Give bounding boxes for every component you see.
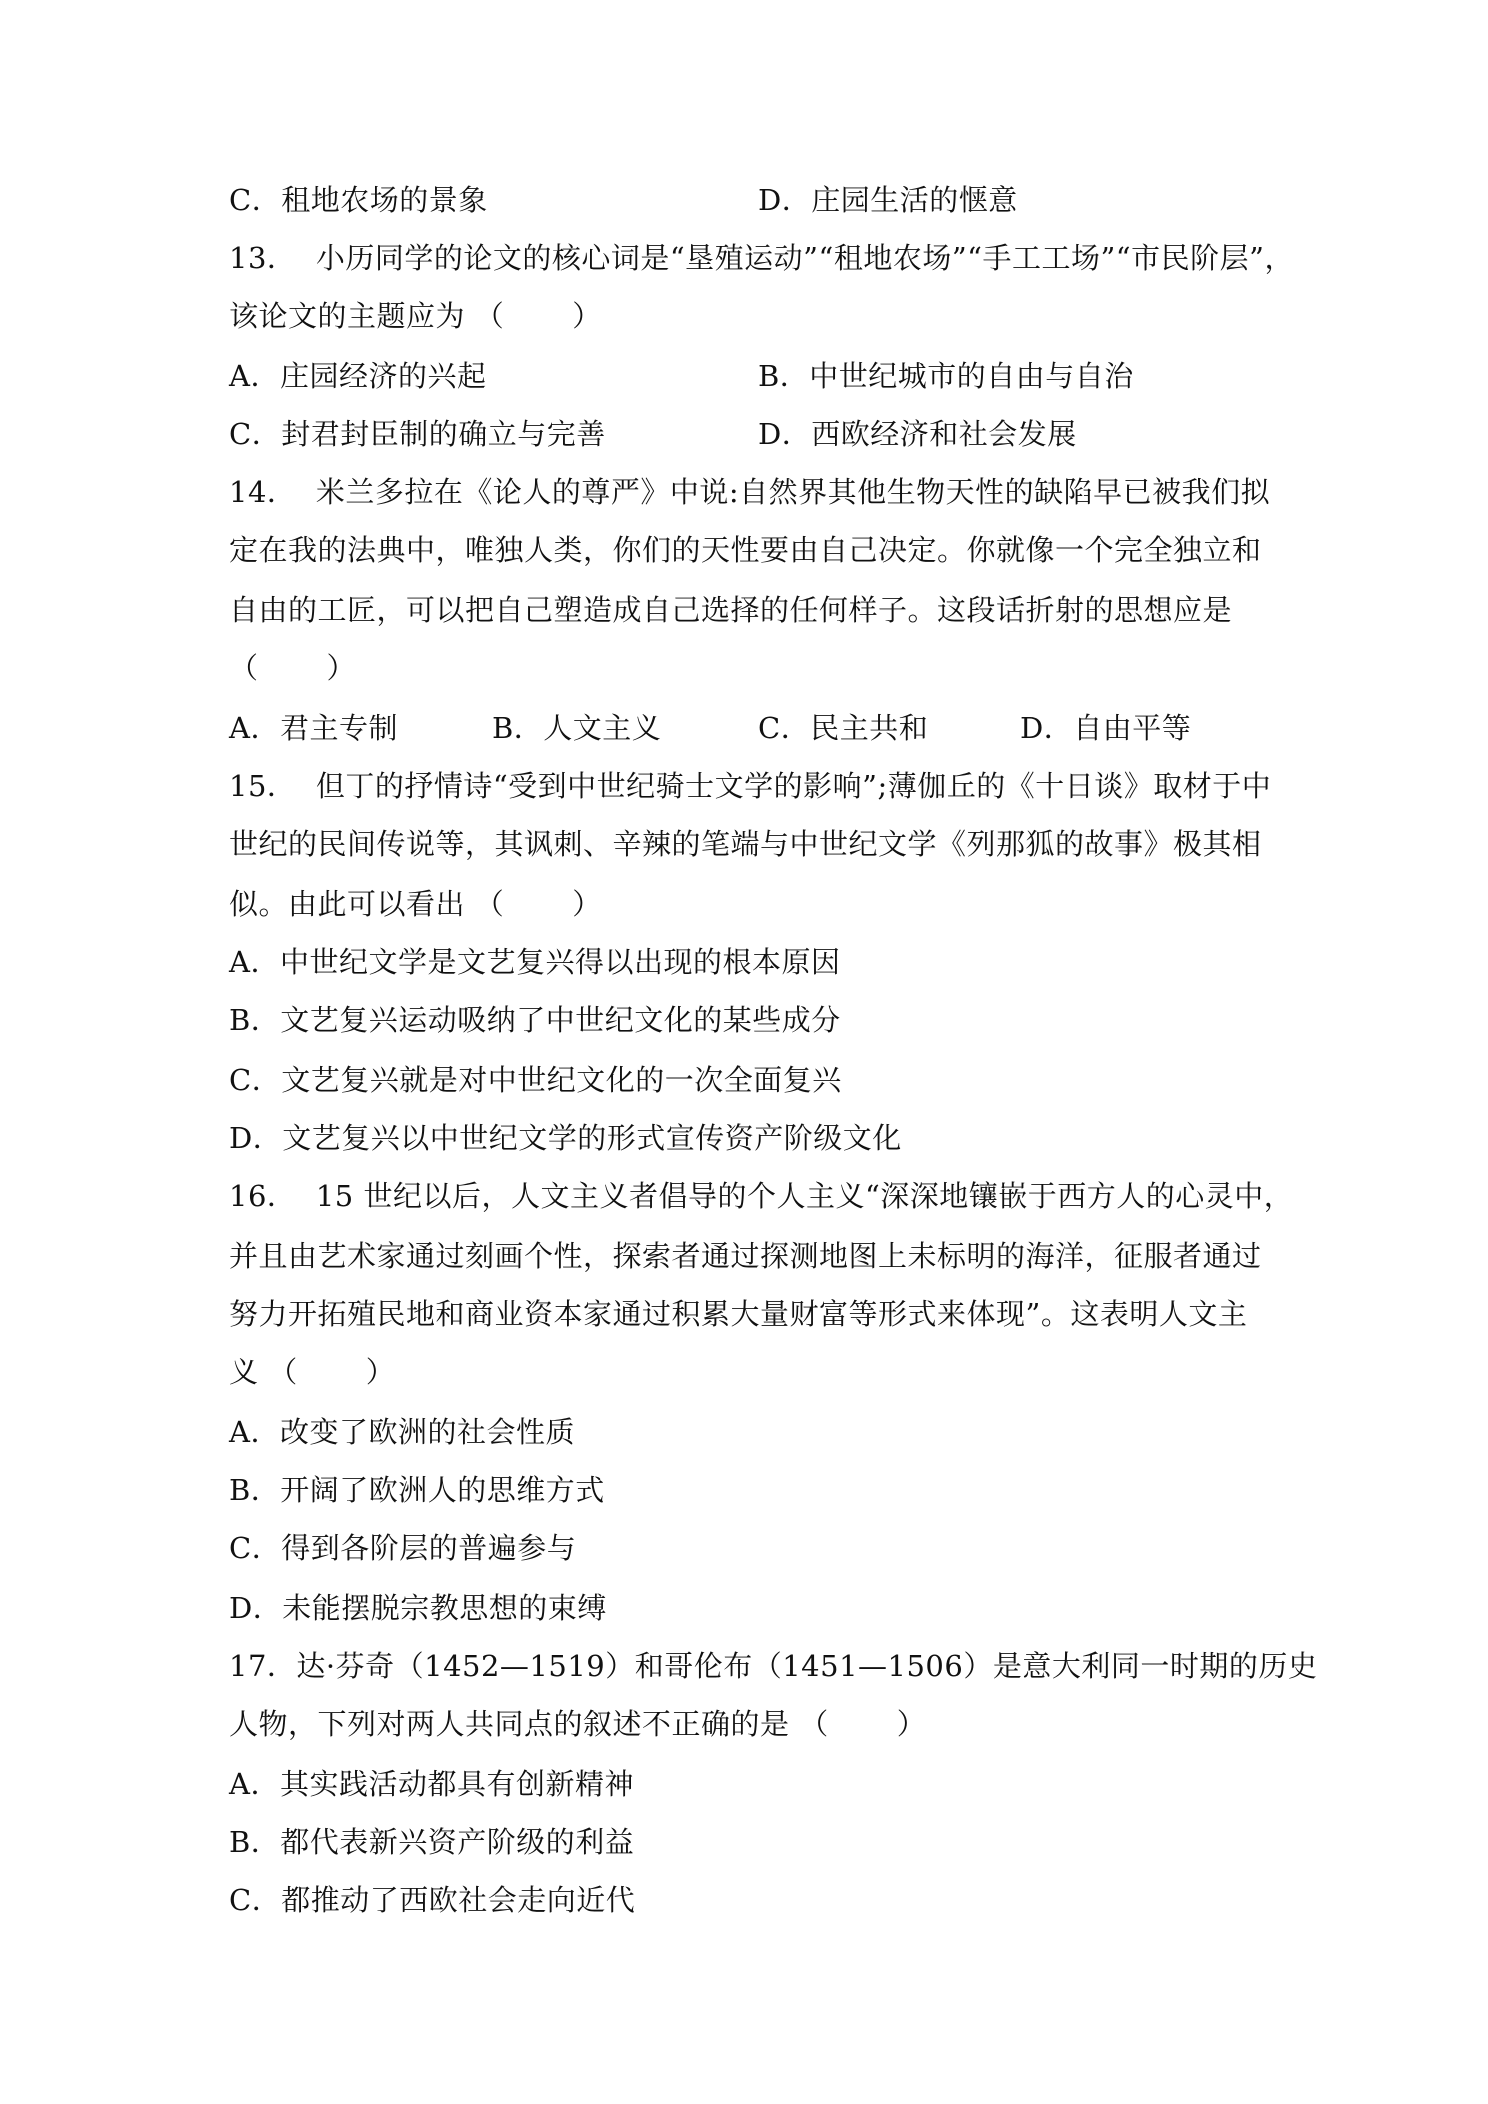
q15-stem-line-3: 似。由此可以看出 （ ） [229, 887, 602, 921]
q14-option-c: C．民主共和 [758, 711, 929, 745]
q13-stem-line-1: 13． 小历同学的论文的核心词是“垦殖运动”“租地农场”“手工工场”“市民阶层”， [229, 241, 1294, 275]
q14-stem-line-3: 自由的工匠，可以把自己塑造成自己选择的任何样子。这段话折射的思想应是 [229, 593, 1233, 627]
q14-stem-line-1: 14． 米兰多拉在《论人的尊严》中说:自然界其他生物天性的缺陷早已被我们拟 [229, 475, 1271, 509]
q14-stem-line-4: （ ） [229, 651, 357, 685]
q17-option-c: C．都推动了西欧社会走向近代 [229, 1883, 636, 1917]
q16-stem-line-1: 16． 15 世纪以后，人文主义者倡导的个人主义“深深地镶嵌于西方人的心灵中， [229, 1179, 1294, 1213]
q15-option-c: C．文艺复兴就是对中世纪文化的一次全面复兴 [229, 1063, 842, 1097]
q14-option-a: A．君主专制 [229, 711, 398, 745]
q13-option-d: D．西欧经济和社会发展 [758, 417, 1077, 451]
q14-option-d: D．自由平等 [1020, 711, 1192, 745]
q12-option-d: D．庄园生活的惬意 [758, 183, 1018, 217]
q14-option-b: B．人文主义 [492, 711, 662, 745]
q17-stem-line-1: 17．达·芬奇（1452—1519）和哥伦布（1451—1506）是意大利同一时期的历史 [229, 1649, 1318, 1683]
q12-option-c: C．租地农场的景象 [229, 183, 488, 217]
q16-option-d: D．未能摆脱宗教思想的束缚 [229, 1591, 607, 1625]
q13-stem-line-2: 该论文的主题应为 （ ） [229, 299, 602, 333]
q15-option-a: A．中世纪文学是文艺复兴得以出现的根本原因 [229, 945, 841, 979]
q15-stem-line-2: 世纪的民间传说等，其讽刺、辛辣的笔端与中世纪文学《列那狐的故事》极其相 [229, 827, 1262, 861]
q13-option-c: C．封君封臣制的确立与完善 [229, 417, 606, 451]
q13-option-a: A．庄园经济的兴起 [229, 359, 487, 393]
q16-option-b: B．开阔了欧洲人的思维方式 [229, 1473, 605, 1507]
q15-option-d: D．文艺复兴以中世纪文学的形式宣传资产阶级文化 [229, 1121, 902, 1155]
q17-option-a: A．其实践活动都具有创新精神 [229, 1767, 634, 1801]
q17-stem-line-2: 人物，下列对两人共同点的叙述不正确的是 （ ） [229, 1707, 927, 1741]
q15-stem-line-1: 15． 但丁的抒情诗“受到中世纪骑士文学的影响”;薄伽丘的《十日谈》取材于中 [229, 769, 1272, 803]
q15-option-b: B．文艺复兴运动吸纳了中世纪文化的某些成分 [229, 1003, 841, 1037]
q16-option-a: A．改变了欧洲的社会性质 [229, 1415, 575, 1449]
q16-stem-line-4: 义 （ ） [229, 1355, 396, 1389]
q16-stem-line-3: 努力开拓殖民地和商业资本家通过积累大量财富等形式来体现”。这表明人文主 [229, 1297, 1248, 1331]
q16-stem-line-2: 并且由艺术家通过刻画个性，探索者通过探测地图上未标明的海洋，征服者通过 [229, 1239, 1262, 1273]
q16-option-c: C．得到各阶层的普遍参与 [229, 1531, 577, 1565]
q17-option-b: B．都代表新兴资产阶级的利益 [229, 1825, 635, 1859]
q13-option-b: B．中世纪城市的自由与自治 [758, 359, 1134, 393]
q14-stem-line-2: 定在我的法典中，唯独人类，你们的天性要由自己决定。你就像一个完全独立和 [229, 533, 1262, 567]
